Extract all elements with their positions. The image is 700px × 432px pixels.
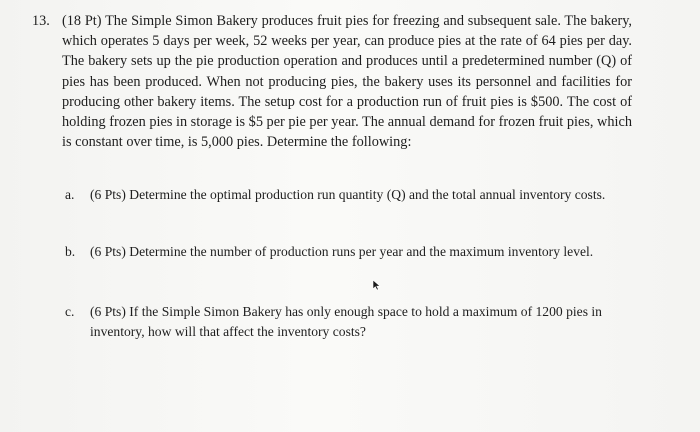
sub-question-text: (6 Pts) Determine the number of production runs per year and the maximum inventory level. xyxy=(90,244,594,259)
sub-question-c xyxy=(65,302,645,341)
question-stem: (18 Pt) The Simple Simon Bakery produces fruit pies for freezing and subsequent sale. The bakery, which operates 5 days per week, 52 weeks per year, can produce pies at the rate of 64 pies per day. The bakery sets up the pie production operation and produces until a predetermined number (Q) of pies has been produced. When not producing pies, the bakery uses its personnel and facilities for producing other bakery items. The setup cost for a production run of fruit pies is $500. The cost of holding frozen pies in storage is $5 per pie per year. The annual demand for frozen fruit pies, which is constant over time, is 5,000 pies. Determine the following: xyxy=(62,13,632,151)
sub-question-text: (6 Pts) Determine the optimal production run quantity (Q) and the total annual inventory costs. xyxy=(90,187,606,202)
sub-question-letter: b. xyxy=(65,244,76,259)
sub-question-letter: a. xyxy=(65,187,75,202)
question-number: 13. xyxy=(32,13,50,29)
problem-13 xyxy=(32,11,632,152)
sub-question-b xyxy=(65,242,645,262)
sub-question-letter: c. xyxy=(65,304,75,319)
arrow-pointer-icon xyxy=(372,279,382,291)
sub-question-text: (6 Pts) If the Simple Simon Bakery has only enough space to hold a maximum of 1200 pies in inventory, how will that affect the inventory costs? xyxy=(90,304,602,339)
sub-question-a xyxy=(65,185,645,205)
